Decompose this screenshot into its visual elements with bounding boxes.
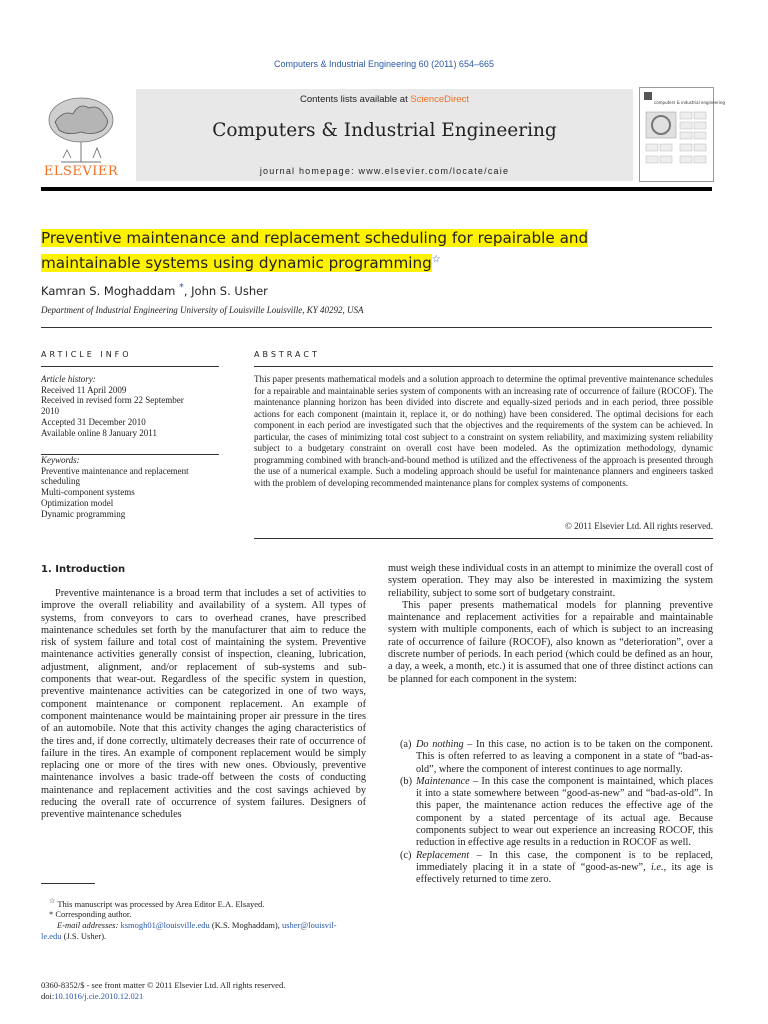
author-2: John S. Usher [191,283,268,298]
abstract-text: This paper presents mathematical models and a solution approach to determine the optimal preventive maintenance schedules for a repairable and maintainable series system of components with an increasing rate of occurrence of failure (ROCOF). The maintenance planning horizon has been divided into discrete and equally-sized periods and in each period, three possible actions for each component (maintain it, replace it, or do nothing) have been considered. The optimal decisions for each component in each period are investigated such that the objectives and the requirements of the system can be achieved. In particular, the cases of minimizing total cost subject to a constraint on system reliability, and maximizing system reliability subject to a budgetary constraint on overall cost have been modeled. As the optimization methodology, dynamic programming combined with branch-and-bound method is utilized and the effectiveness of the approach is presented through the use of a numerical example. Such a modeling approach should be useful for maintenance planners and engineers tasked with the problem of developing recommended maintenance plans for complex systems of components. [254,374,713,488]
publisher-name: ELSEVIER [43,164,119,179]
abstract-heading: ABSTRACT [254,350,320,359]
footnote-2-mark: * [49,909,54,920]
action-list [400,739,713,887]
article-history [41,374,216,438]
keyword-3: Optimization model [41,497,114,508]
email-name-usher: (J.S. Usher). [61,930,107,941]
list-item-replacement [400,850,713,887]
journal-citation[interactable]: Computers & Industrial Engineering 60 (2011) 654–665 [274,59,494,69]
title-line-1: Preventive maintenance and replacement scheduling for repairable and [41,229,589,247]
email-link-moghaddam[interactable]: ksmogh01@louisville.edu [120,920,210,931]
list-item-maintenance [400,776,713,850]
email-addresses [41,920,366,931]
author-separator: , [183,283,192,298]
text-do-nothing: – In this case, no action is to be taken on the component. This is often referred to as leaving a component in a state of “bad-as-old”, where the component of interest continues to age normally. [416,739,713,775]
section-heading-introduction: 1. Introduction [41,564,126,575]
header-divider [41,187,712,191]
sciencedirect-link[interactable]: ScienceDirect [410,94,469,105]
term-do-nothing: Do nothing [416,739,464,750]
author-list [41,282,268,298]
footnote-2-text: Corresponding author. [55,909,132,920]
email-continued [41,931,366,942]
doi-line [41,991,366,1002]
email-link-usher-cont[interactable]: le.edu [41,930,62,941]
intro-paragraph-2: must weigh these individual costs in an attempt to minimize the overall cost of system operation. They may also be interested in maximizing the system reliability, subject to some sort of budgetary constraint. [388,563,713,599]
list-label-a: (a) [400,739,412,750]
footnote-1-text: This manuscript was processed by Area Editor E.A. Elsayed. [57,898,265,909]
abstract-rule-bottom [254,538,713,539]
author-1: Kamran S. Moghaddam [41,283,176,298]
received-date: Received 11 April 2009 [41,384,127,395]
footnote-2 [41,909,366,920]
article-info-heading: ARTICLE INFO [41,350,132,359]
keywords-label: Keywords: [41,455,80,465]
keywords [41,455,216,519]
publication-info [41,980,366,1001]
intro-paragraph-3: This paper presents mathematical models for planning preventive maintenance and replacement activities for a repairable and maintainable system with multiple components, each of which is subject to an increasing rate of occurrence of failure (ROCOF), also known as “deterioration”, over a discrete number of periods. In each period (which could be defined as an hour, a day, a week, a month, etc.) it is assumed that one of three distinct actions can be planned for each component in the system: [388,599,713,685]
article-info-rule [41,366,219,367]
paper-title [41,227,701,274]
journal-cover-thumbnail [639,87,725,182]
list-label-b: (b) [400,775,413,787]
text-replacement: – In this case, the component is to be replaced, immediately placing it in a state of “good-as-new”, [416,849,713,873]
cover-title: computers & industrial engineering [654,100,725,105]
text-maintenance: – In this case the component is maintained, which places it into a state somewhere between “good-as-new” and “bad-as-old”. In this paper, the maintenance action reduces the effective age of the component by a stated percentage of its actual age. Because components subject to wear out experience an increasing ROCOF, this reduction in effective age results in a reduction in ROCOF as well. [416,775,713,849]
text-replacement-end: , its age is effectively returned to time zero. [416,861,713,886]
contents-prefix: Contents lists available at [300,94,411,105]
intro-paragraph-1: Preventive maintenance is a broad term that includes a set of activities to improve the overall reliability and availability of a system. All types of systems, from conveyors to cars to overhead cranes, have prescribed maintenance schedules set forth by the manufacturer that aim to reduce the risk of system failure and total cost of maintaining the system. Preventive maintenance activities generally consist of inspection, cleaning, lubrication, adjustment, alignment, and/or replacement of sub-systems and sub-components that wear-out. Regardless of the specific system in question, preventive maintenance activities can be categorized in one of two ways, component maintenance or component replacement. An example of component maintenance would be maintaining proper air pressure in the tires of an automobile. Note that this activity changes the aging characteristics of the tires and, if done correctly, ultimately decreases their rate of occurrence of failure in the tires. An example of component replacement would be simply replacing one or more of the tires with new ones. Obviously, preventive maintenance involves a basic trade-off between the costs of conducting maintenance and replacement activities and the cost savings achieved by reducing the overall rate of occurrence of system failures. Designers of preventive maintenance schedules [41,588,366,821]
issn-line: 0360-8352/$ - see front matter © 2011 Elsevier Ltd. All rights reserved. [41,980,286,990]
doi-link[interactable]: 10.1016/j.cie.2010.12.021 [54,990,144,1001]
footnotes [41,896,366,941]
footnote-rule [41,883,95,884]
keyword-2: Multi-component systems [41,487,135,498]
online-date: Available online 8 January 2011 [41,427,157,438]
ie-abbrev: i.e. [650,861,664,873]
history-label: Article history: [41,374,96,384]
accepted-date: Accepted 31 December 2010 [41,416,146,427]
list-item-do-nothing [400,739,713,776]
term-maintenance: Maintenance [416,775,470,787]
footnote-1 [41,896,366,909]
body-left-column [41,588,366,822]
term-replacement: Replacement [416,849,470,861]
email-name-moghaddam: (K.S. Moghaddam), [209,920,282,931]
revised-date-2: 2010 [41,406,59,417]
keyword-1a: Preventive maintenance and replacement [41,465,189,476]
revised-date-1: Received in revised form 22 September [41,395,184,406]
title-footnote-mark[interactable]: ☆ [431,254,441,265]
list-label-c: (c) [400,849,412,861]
keyword-1b: scheduling [41,476,80,487]
title-divider [41,327,712,328]
email-link-usher[interactable]: usher@louisvil- [281,920,337,931]
corresponding-author-mark[interactable]: * [179,282,184,293]
footnote-1-mark: ☆ [49,897,56,905]
contents-line [136,94,633,105]
email-label: E-mail addresses: [57,920,119,931]
title-line-2: maintainable systems using dynamic programming [41,254,432,273]
body-right-column [388,563,713,686]
abstract-copyright: © 2011 Elsevier Ltd. All rights reserved. [565,521,713,531]
journal-homepage[interactable]: journal homepage: www.elsevier.com/locate/caie [259,166,510,176]
affiliation: Department of Industrial Engineering University of Louisville Louisville, KY 40292, USA [41,305,364,315]
journal-title: Computers & Industrial Engineering [212,120,557,141]
keyword-4: Dynamic programming [41,508,126,519]
doi-label: doi: [41,990,55,1001]
abstract-rule-top [254,366,713,367]
